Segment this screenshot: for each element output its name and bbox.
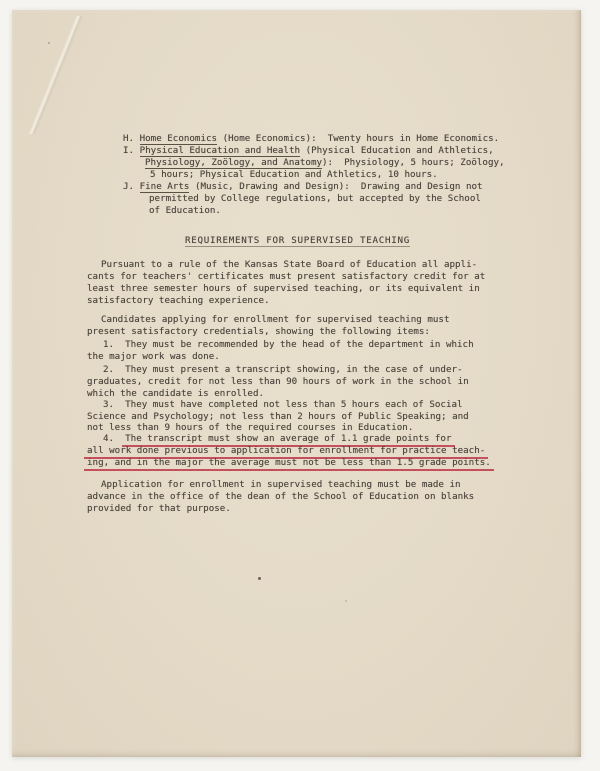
typed-text: H. (123, 133, 140, 144)
typed-text: Pursuant to a rule of the Kansas State Board of Education all appli- (101, 259, 478, 270)
text-line (145, 157, 505, 168)
text-line (87, 457, 491, 468)
text-line (123, 181, 483, 192)
typed-text: graduates, credit for not less than 90 hours of work in the school in (87, 376, 469, 387)
section-heading (185, 235, 410, 246)
typed-text: permitted by College regulations, but accepted by the School (149, 193, 481, 204)
text-line (103, 364, 463, 375)
typed-underline-text: Fine Arts (139, 181, 190, 192)
typed-text: 2. They must present a transcript showing, in the case of under- (103, 364, 463, 375)
typed-text: which the candidate is enrolled. (87, 388, 265, 399)
heading-underline-text: REQUIREMENTS FOR SUPERVISED TEACHING (185, 235, 411, 246)
typed-text: 3. They must have completed not less than 5 hours each of Social (103, 399, 463, 410)
typed-text: not less than 9 hours of the required courses in Education. (87, 422, 414, 433)
text-line (149, 205, 221, 216)
text-line (87, 491, 474, 502)
typed-text: Application for enrollment in supervised teaching must be made in (101, 479, 461, 490)
red-pencil-underline-text: all work done previous to application for enrollment for practice teach- (84, 445, 488, 459)
typed-underline-text: Home Economics (139, 133, 218, 144)
typed-text: satisfactory teaching experience. (87, 295, 270, 306)
text-line (101, 479, 461, 490)
typed-text: provided for that purpose. (87, 503, 231, 514)
text-line (87, 376, 469, 387)
text-line (103, 339, 474, 350)
text-line (87, 351, 220, 362)
text-line (149, 193, 481, 204)
typed-text: I. (123, 145, 140, 156)
typed-text: (Home Economics): Twenty hours in Home Economics. (217, 133, 500, 144)
typed-text: advance in the office of the dean of the School of Education on blanks (87, 491, 475, 502)
text-line (123, 145, 494, 156)
typed-text: ): Physiology, 5 hours; Zoölogy, (322, 157, 505, 168)
text-line (150, 169, 438, 180)
typed-underline-text: Physiology, Zoölogy, and Anatomy (145, 157, 323, 168)
typed-text: Science and Psychology; not less than 2 hours of Public Speaking; and (87, 411, 469, 422)
text-line (87, 295, 270, 306)
red-pencil-underline-text: ing, and in the major the average must not be less than 1.5 grade points. (84, 457, 494, 471)
typed-text: (Music, Drawing and Design): Drawing and Design not (189, 181, 483, 192)
text-line (87, 411, 469, 422)
typed-text: cants for teachers' certificates must present satisfactory credit for at (87, 271, 486, 282)
text-line (87, 422, 413, 433)
text-line (123, 133, 499, 144)
text-line (87, 445, 485, 456)
text-line (103, 433, 452, 444)
typed-underline-text: Physical Education and Health (139, 145, 301, 156)
text-line (101, 314, 449, 325)
text-line (87, 283, 480, 294)
typed-text: the major work was done. (87, 351, 220, 362)
typed-text: present satisfactory credentials, showing the following items: (87, 326, 430, 337)
text-line (87, 326, 430, 337)
typed-text: 4. (103, 433, 126, 444)
red-pencil-underline-text: The transcript must show an average of 1.1 grade points for (122, 433, 454, 447)
typed-text: (Physical Education and Athletics, (300, 145, 494, 156)
text-line (101, 259, 477, 270)
text-line (87, 271, 485, 282)
typed-text: least three semester hours of supervised teaching, or its equivalent in (87, 283, 480, 294)
text-line (87, 503, 231, 514)
typed-text: 1. They must be recommended by the head of the department in which (103, 339, 474, 350)
typed-text: J. (123, 181, 140, 192)
typed-text: of Education. (149, 205, 221, 216)
typed-text: 5 hours; Physical Education and Athletics, 10 hours. (150, 169, 438, 180)
text-line (103, 399, 463, 410)
text-line (87, 388, 264, 399)
typed-text: Candidates applying for enrollment for supervised teaching must (101, 314, 450, 325)
